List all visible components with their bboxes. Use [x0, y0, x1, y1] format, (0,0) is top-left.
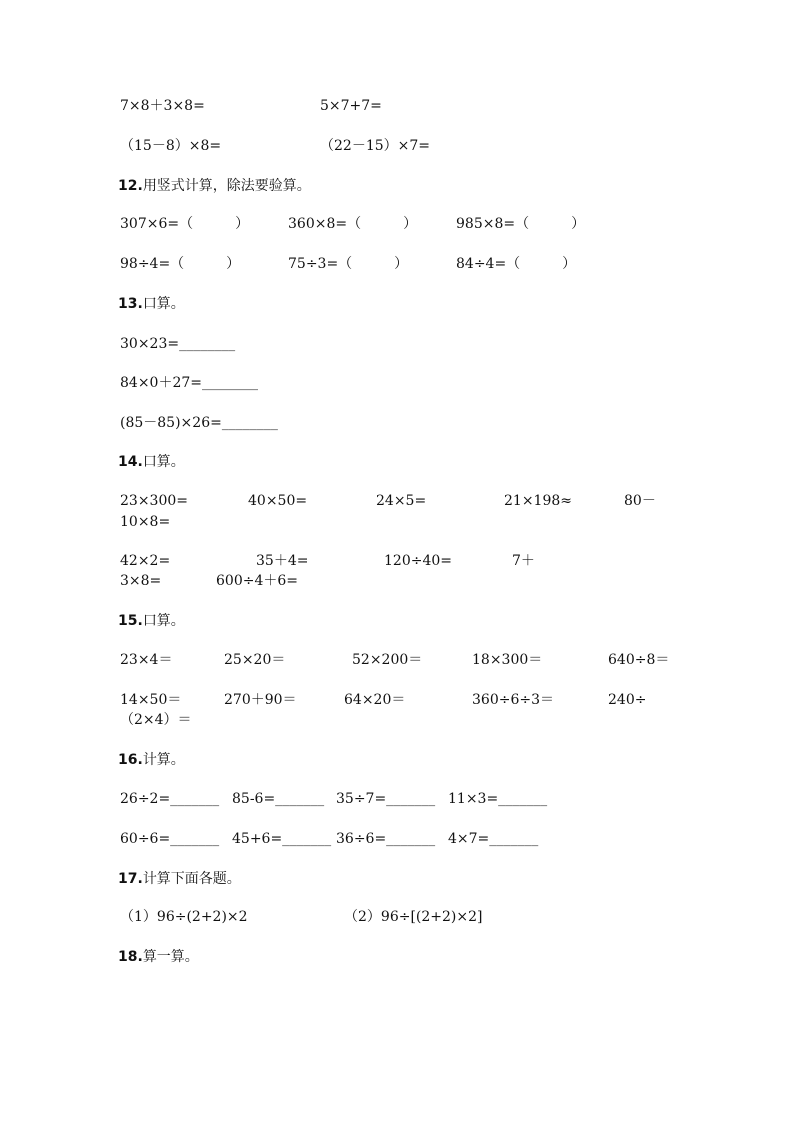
expression: 98÷4=（ ） — [120, 256, 241, 272]
question-title: 计算下面各题。 — [142, 871, 241, 887]
expression: 80－ — [624, 493, 656, 509]
question-title: 口算。 — [142, 613, 185, 629]
expression: 4×7=_______ — [448, 831, 539, 847]
expression: 42×2= — [120, 553, 171, 569]
expression: 35＋4= — [256, 553, 309, 569]
expression: 14×50＝ — [120, 692, 182, 708]
expression: 85-6=_______ — [232, 791, 325, 807]
question-title: 计算。 — [142, 752, 185, 768]
expression: 120÷40= — [384, 553, 452, 569]
question-18-heading — [118, 948, 199, 966]
question-15-heading — [118, 612, 185, 630]
expression: 23×300= — [120, 493, 188, 509]
expression: 84÷4=（ ） — [456, 256, 577, 272]
expression: 45+6=_______ — [232, 831, 332, 847]
question-number: 13. — [118, 296, 143, 312]
expression: 40×50= — [248, 493, 308, 509]
expression: 270＋90＝ — [224, 692, 297, 708]
expression: (85－85)×26=________ — [120, 415, 278, 431]
expression: 360÷6÷3＝ — [472, 692, 554, 708]
expression: 985×8=（ ） — [456, 216, 586, 232]
expression: 7＋ — [512, 553, 535, 569]
expression: 5×7+7= — [320, 98, 382, 114]
question-13-heading — [118, 295, 185, 313]
question-17-heading — [118, 870, 241, 888]
question-number: 14. — [118, 454, 143, 470]
question-number: 17. — [118, 871, 143, 887]
expression: 52×200＝ — [352, 652, 423, 668]
expression: 84×0＋27=________ — [120, 375, 258, 391]
expression: 36÷6=_______ — [336, 831, 436, 847]
expression: 18×300＝ — [472, 652, 543, 668]
question-title: 口算。 — [142, 454, 185, 470]
expression: 26÷2=_______ — [120, 791, 220, 807]
question-14-heading — [118, 453, 185, 471]
expression: （2）96÷[(2+2)×2] — [344, 909, 483, 925]
question-16-heading — [118, 751, 185, 769]
expression: 360×8=（ ） — [288, 216, 418, 232]
expression: （15－8）×8= — [120, 138, 222, 154]
question-number: 16. — [118, 752, 143, 768]
expression: 64×20＝ — [344, 692, 406, 708]
expression: （2×4）＝ — [120, 712, 192, 728]
question-title: 口算。 — [142, 296, 185, 312]
expression: 30×23=________ — [120, 336, 236, 352]
question-number: 12. — [118, 178, 143, 194]
question-number: 15. — [118, 613, 143, 629]
expression: 60÷6=_______ — [120, 831, 220, 847]
expression: （1）96÷(2+2)×2 — [120, 909, 248, 925]
expression: 24×5= — [376, 493, 427, 509]
expression: 600÷4＋6= — [216, 573, 298, 589]
expression: 75÷3=（ ） — [288, 256, 409, 272]
question-title: 算一算。 — [142, 949, 199, 965]
expression: （22－15）×7= — [320, 138, 430, 154]
expression: 307×6=（ ） — [120, 216, 250, 232]
expression: 11×3=_______ — [448, 791, 548, 807]
question-12-heading — [118, 177, 311, 195]
question-number: 18. — [118, 949, 143, 965]
expression: 3×8= — [120, 573, 162, 589]
expression: 240÷ — [608, 692, 647, 708]
expression: 10×8= — [120, 514, 171, 530]
expression: 7×8＋3×8= — [120, 98, 205, 114]
expression: 35÷7=_______ — [336, 791, 436, 807]
expression: 640÷8＝ — [608, 652, 670, 668]
expression: 25×20＝ — [224, 652, 286, 668]
expression: 21×198≈ — [504, 493, 572, 509]
question-title: 用竖式计算，除法要验算。 — [142, 178, 311, 194]
expression: 23×4＝ — [120, 652, 173, 668]
